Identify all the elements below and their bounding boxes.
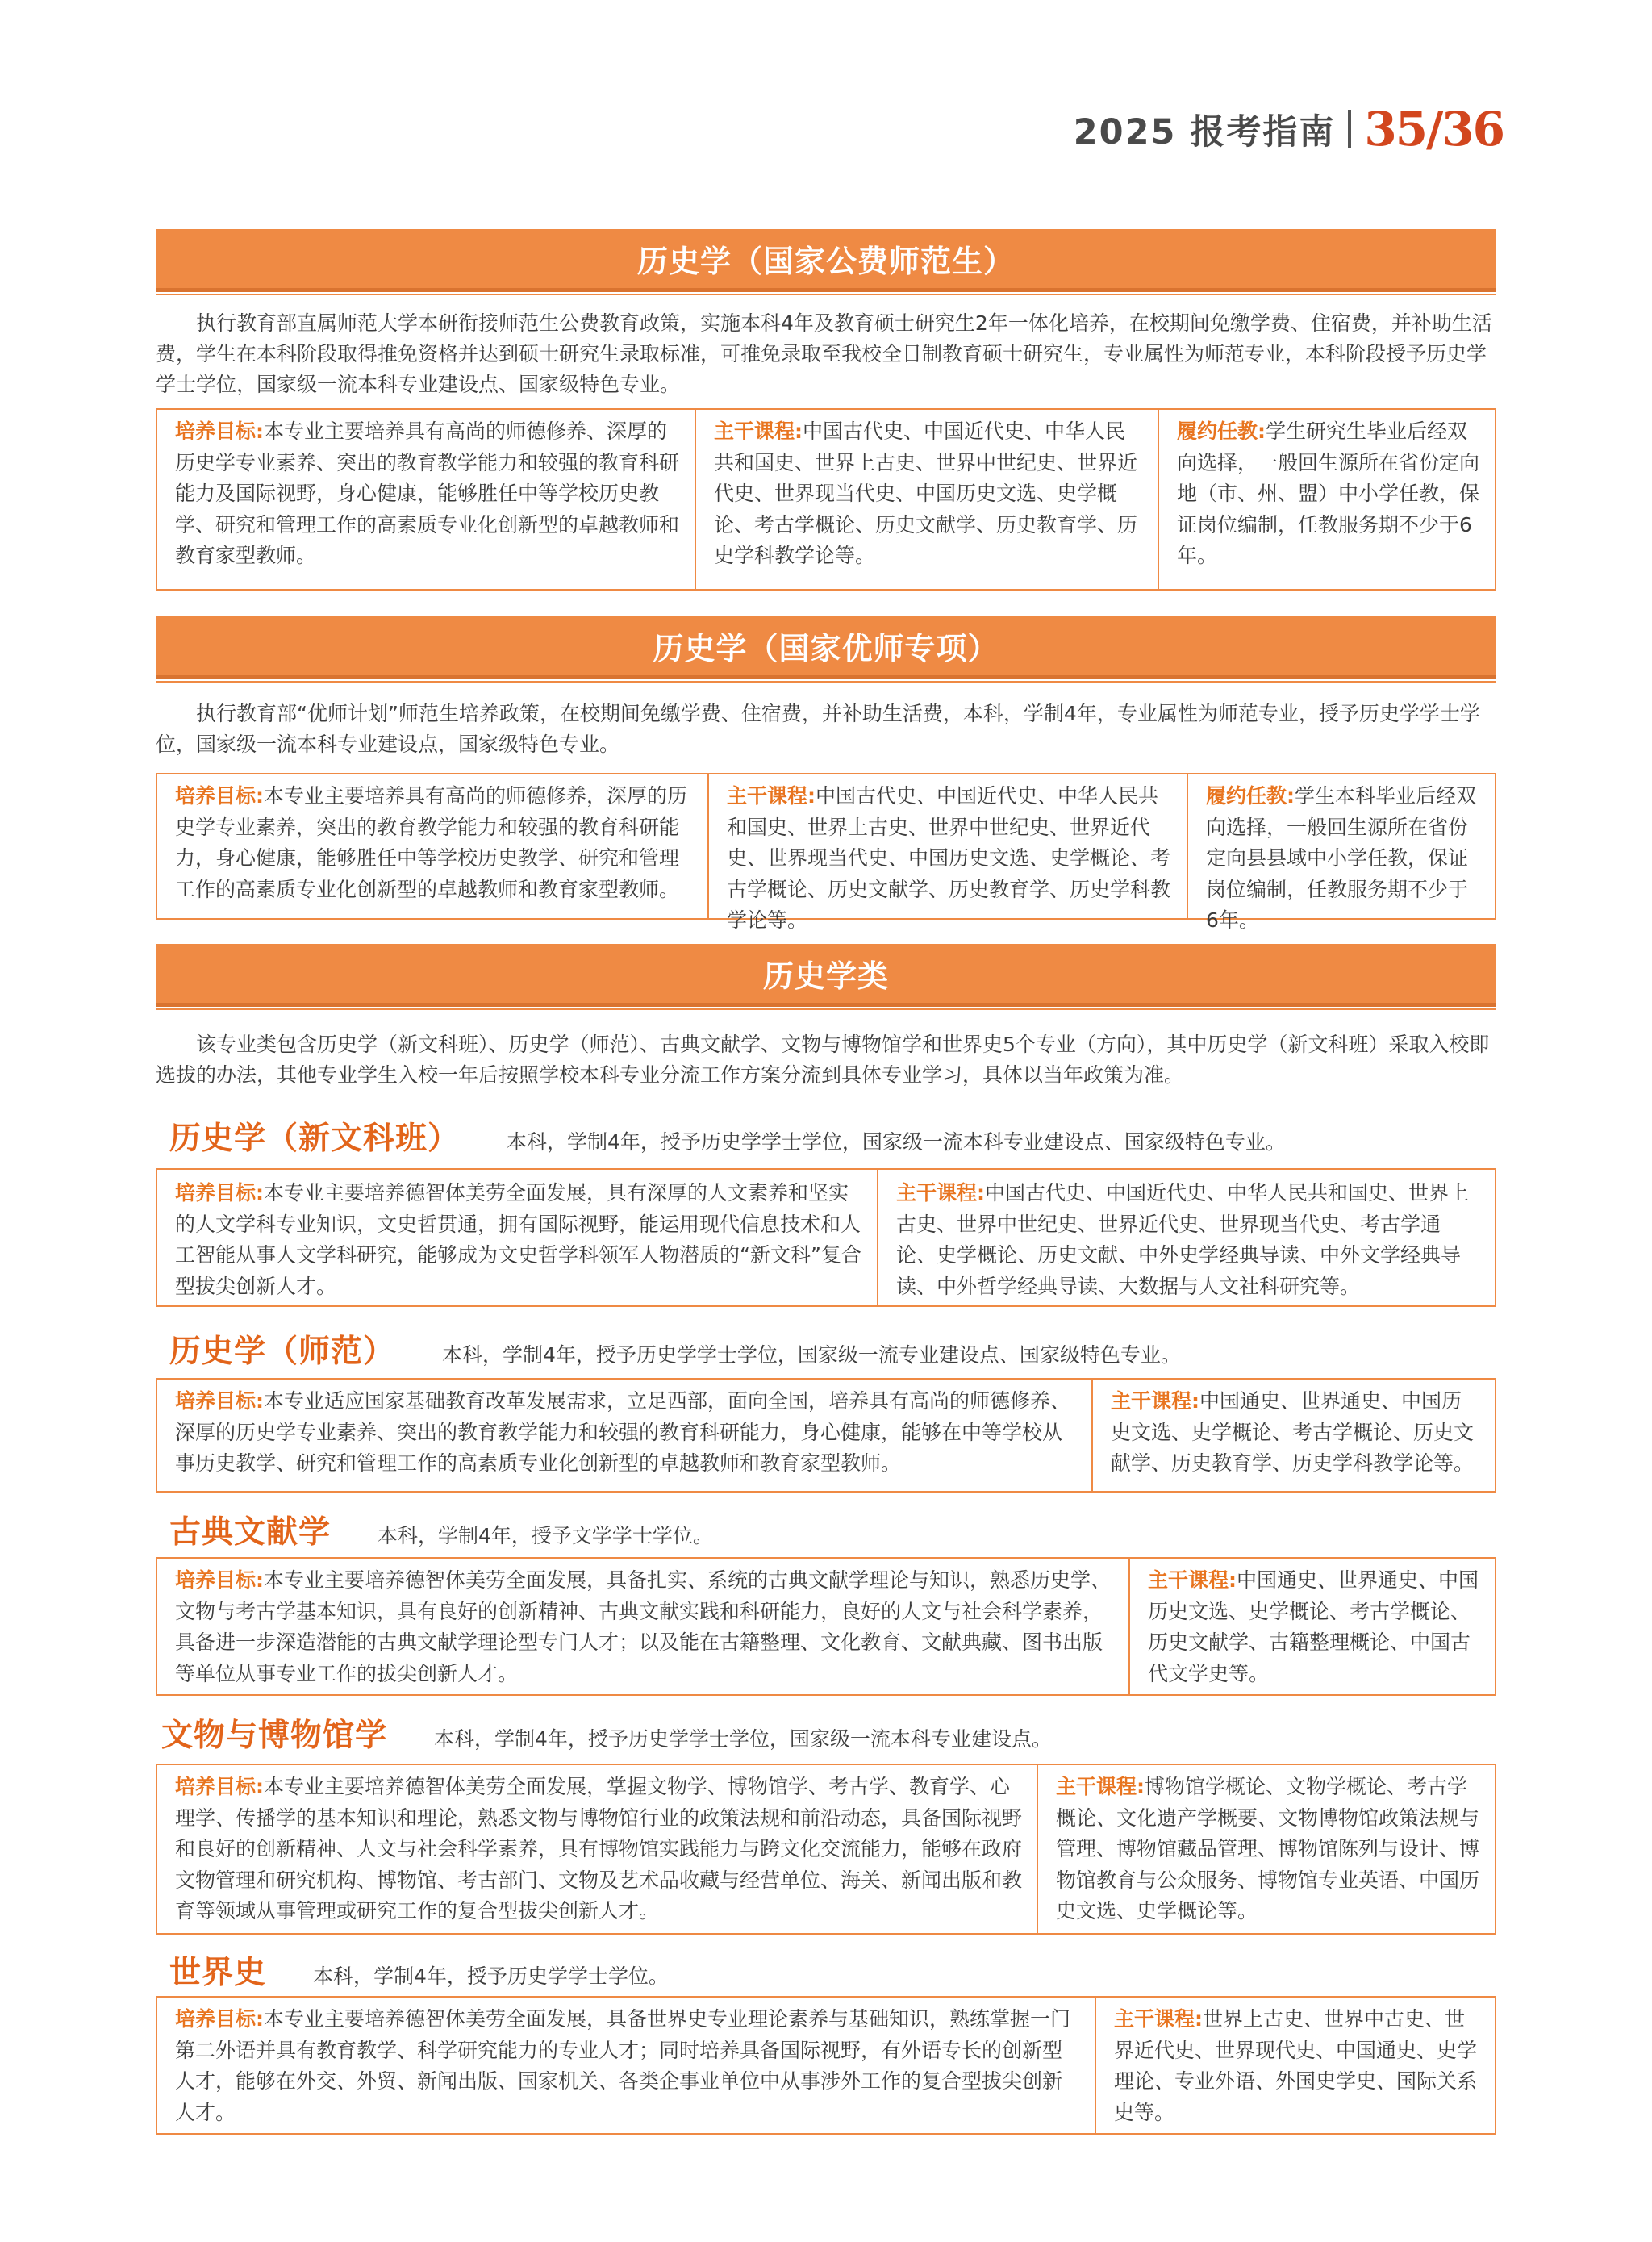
goal-cell: [157, 1559, 1128, 1694]
page-number: 35/36: [1364, 102, 1504, 157]
page-header: [1074, 103, 1504, 155]
course-cell: [1095, 1998, 1495, 2133]
major-info: 本科，学制4年，授予历史学学士学位。: [313, 1964, 669, 1988]
section-title: 历史学类: [762, 958, 889, 994]
major-title: 文物与博物馆学: [161, 1718, 388, 1754]
section-banner-excellent-teacher: [156, 616, 1496, 679]
duty-text: 学生本科毕业后经双向选择，一般回生源所在省份定向县县域中小学任教，保证岗位编制，任教服务期不少于6年。: [1206, 784, 1477, 932]
info-box: [156, 1378, 1496, 1493]
goal-label: 培养目标:: [175, 2007, 264, 2031]
goal-cell: [157, 774, 707, 918]
goal-text: 本专业主要培养德智体美劳全面发展，具备世界史专业理论素养与基础知识，熟练掌握一门第二外语并具有教育教学、科学研究能力的专业人才；同时培养具备国际视野，有外语专长的创新型人才，能够在外交、外贸、新闻出版、国家机关、各类企事业单位中从事涉外工作的复合型拔尖创新人才。: [175, 2007, 1071, 2124]
goal-text: 本专业主要培养具有高尚的师德修养，深厚的历史学专业素养，突出的教育教学能力和较强的教育科研能力，身心健康，能够胜任中等学校历史教学、研究和管理工作的高素质专业化创新型的卓越教师和教育家型教师。: [175, 784, 688, 901]
goal-cell: [157, 1765, 1037, 1933]
info-box: [156, 773, 1496, 932]
section-intro: 该专业类包含历史学（新文科班）、历史学（师范）、古典文献学、文物与博物馆学和世界史5个专业（方向），其中历史学（新文科班）采取入校即选拔的办法，其他专业学生入校一年后按照学校本科专业分流工作方案分流到具体专业学习，具体以当年政策为准。: [156, 1033, 1490, 1087]
course-cell: [1128, 1559, 1495, 1694]
major-heading: [169, 1113, 1286, 1159]
major-info: 本科，学制4年，授予历史学学士学位，国家级一流本科专业建设点。: [434, 1727, 1052, 1751]
goal-text: 本专业适应国家基础教育改革发展需求，立足西部，面向全国，培养具有高尚的师德修养、深厚的历史学专业素养、突出的教育教学能力和较强的教育科研能力，身心健康，能够在中等学校从事历史教学、研究和管理工作的高素质专业化创新型的卓越教师和教育家型教师。: [175, 1389, 1071, 1475]
course-cell: [707, 774, 1187, 932]
major-info: 本科，学制4年，授予历史学学士学位，国家级一流专业建设点、国家级特色专业。: [442, 1343, 1181, 1367]
section-title: 历史学（国家优师专项）: [653, 631, 999, 666]
course-label: 主干课程:: [714, 420, 803, 443]
duty-label: 履约任教:: [1206, 784, 1295, 808]
goal-label: 培养目标:: [175, 1389, 264, 1413]
major-heading: [161, 1710, 1052, 1756]
course-label: 主干课程:: [1148, 1568, 1237, 1592]
goal-text: 本专业主要培养德智体美劳全面发展，具有深厚的人文素养和坚实的人文学科专业知识，文史哲贯通，拥有国际视野，能运用现代信息技术和人工智能从事人文学科研究，能够成为文史哲学科领军人物潜质的“新文科”复合型拔尖创新人才。: [175, 1181, 861, 1298]
course-text: 中国通史、世界通史、中国历史文选、史学概论、考古学概论、历史文献学、历史教育学、历史学科教学论等。: [1111, 1389, 1475, 1475]
major-title: 历史学（新文科班）: [169, 1121, 461, 1157]
duty-label: 履约任教:: [1177, 420, 1266, 443]
course-label: 主干课程:: [727, 784, 816, 808]
major-info: 本科，学制4年，授予文学学士学位。: [378, 1524, 713, 1547]
info-box: [156, 1764, 1496, 1935]
course-label: 主干课程:: [896, 1181, 985, 1205]
course-label: 主干课程:: [1114, 2007, 1203, 2031]
course-cell: [1037, 1765, 1495, 1933]
goal-label: 培养目标:: [175, 420, 264, 443]
course-label: 主干课程:: [1056, 1775, 1145, 1798]
major-heading: [169, 1507, 713, 1552]
duty-cell: [1158, 410, 1495, 589]
goal-cell: [157, 1170, 877, 1305]
info-box: [156, 1168, 1496, 1307]
goal-text: 本专业主要培养具有高尚的师德修养、深厚的历史学专业素养、突出的教育教学能力和较强的教育科研能力及国际视野，身心健康，能够胜任中等学校历史教学、研究和管理工作的高素质专业化创新型的卓越教师和教育家型教师。: [175, 420, 680, 567]
course-label: 主干课程:: [1111, 1389, 1199, 1413]
goal-cell: [157, 410, 695, 589]
course-text: 中国古代史、中国近代史、中华人民共和国史、世界上古史、世界中世纪史、世界近代史、世界现当代史、中国历史文选、史学概论、考古学概论、历史文献学、历史教育学、历史学科教学论等。: [714, 420, 1138, 567]
goal-label: 培养目标:: [175, 1181, 264, 1205]
course-text: 博物馆学概论、文物学概论、考古学概论、文化遗产学概要、文物博物馆政策法规与管理、博物馆藏品管理、博物馆陈列与设计、博物馆教育与公众服务、博物馆专业英语、中国历史文选、史学概论等。: [1056, 1775, 1480, 1923]
course-text: 中国古代史、中国近代史、中华人民共和国史、世界上古史、世界中世纪史、世界近代史、世界现当代史、中国历史文选、史学概论、考古学概论、历史文献学、历史教育学、历史学科教学论等。: [727, 784, 1171, 932]
info-box: [156, 1557, 1496, 1696]
major-info: 本科，学制4年，授予历史学学士学位，国家级一流本科专业建设点、国家级特色专业。: [507, 1130, 1286, 1154]
course-cell: [1091, 1380, 1495, 1491]
guide-title: 2025 报考指南: [1073, 111, 1336, 152]
major-heading: [169, 1948, 669, 1993]
goal-text: 本专业主要培养德智体美劳全面发展，掌握文物学、博物馆学、考古学、教育学、心理学、传播学的基本知识和理论，熟悉文物与博物馆行业的政策法规和前沿动态，具备国际视野和良好的创新精神、人文与社会科学素养，具有博物馆实践能力与跨文化交流能力，能够在政府文物管理和研究机构、博物馆、考古部门、文物及艺术品收藏与经营单位、海关、新闻出版和教育等领域从事管理或研究工作的复合型拔尖创新人才。: [175, 1775, 1023, 1923]
goal-label: 培养目标:: [175, 1568, 264, 1592]
course-cell: [695, 410, 1158, 589]
section-intro: 执行教育部“优师计划”师范生培养政策，在校期间免缴学费、住宿费，并补助生活费，本科，学制4年，专业属性为师范专业，授予历史学学士学位，国家级一流本科专业建设点，国家级特色专业。: [156, 702, 1480, 756]
major-title: 历史学（师范）: [169, 1334, 396, 1370]
course-text: 中国通史、世界通史、中国历史文选、史学概论、考古学概论、历史文献学、古籍整理概论、中国古代文学史等。: [1148, 1568, 1479, 1685]
course-text: 中国古代史、中国近代史、中华人民共和国史、世界上古史、世界中世纪史、世界近代史、世界现当代史、考古学通论、史学概论、历史文献、中外史学经典导读、中外文学经典导读、中外哲学经典导读、大数据与人文社科研究等。: [896, 1181, 1470, 1298]
course-cell: [877, 1170, 1495, 1305]
section-title: 历史学（国家公费师范生）: [636, 244, 1015, 279]
info-box: [156, 1996, 1496, 2135]
major-title: 世界史: [169, 1955, 267, 1991]
duty-text: 学生研究生毕业后经双向选择，一般回生源所在省份定向地（市、州、盟）中小学任教，保证岗位编制，任教服务期不少于6年。: [1177, 420, 1480, 567]
course-text: 世界上古史、世界中古史、世界近代史、世界现代史、中国通史、史学理论、专业外语、外国史学史、国际关系史等。: [1114, 2007, 1478, 2124]
header-divider: [1348, 110, 1351, 148]
goal-label: 培养目标:: [175, 1775, 264, 1798]
section-banner-history-class: [156, 944, 1496, 1007]
section-banner-public-funded: [156, 229, 1496, 292]
section-intro: 执行教育部直属师范大学本研衔接师范生公费教育政策，实施本科4年及教育硕士研究生2年一体化培养，在校期间免缴学费、住宿费，并补助生活费，学生在本科阶段取得推免资格并达到硕士研究生录取标准，可推免录取至我校全日制教育硕士研究生，专业属性为师范专业，本科阶段授予历史学学士学位，国家级一流本科专业建设点、国家级特色专业。: [156, 311, 1492, 396]
goal-label: 培养目标:: [175, 784, 264, 808]
major-heading: [169, 1326, 1181, 1372]
duty-cell: [1187, 774, 1495, 932]
info-box: [156, 408, 1496, 591]
major-title: 古典文献学: [169, 1514, 332, 1551]
goal-cell: [157, 1998, 1095, 2133]
goal-text: 本专业主要培养德智体美劳全面发展，具备扎实、系统的古典文献学理论与知识，熟悉历史学、文物与考古学基本知识，具有良好的创新精神、古典文献实践和科研能力，良好的人文与社会科学素养，具备进一步深造潜能的古典文献学理论型专门人才；以及能在古籍整理、文化教育、文献典藏、图书出版等单位从事专业工作的拔尖创新人才。: [175, 1568, 1112, 1685]
goal-cell: [157, 1380, 1091, 1491]
